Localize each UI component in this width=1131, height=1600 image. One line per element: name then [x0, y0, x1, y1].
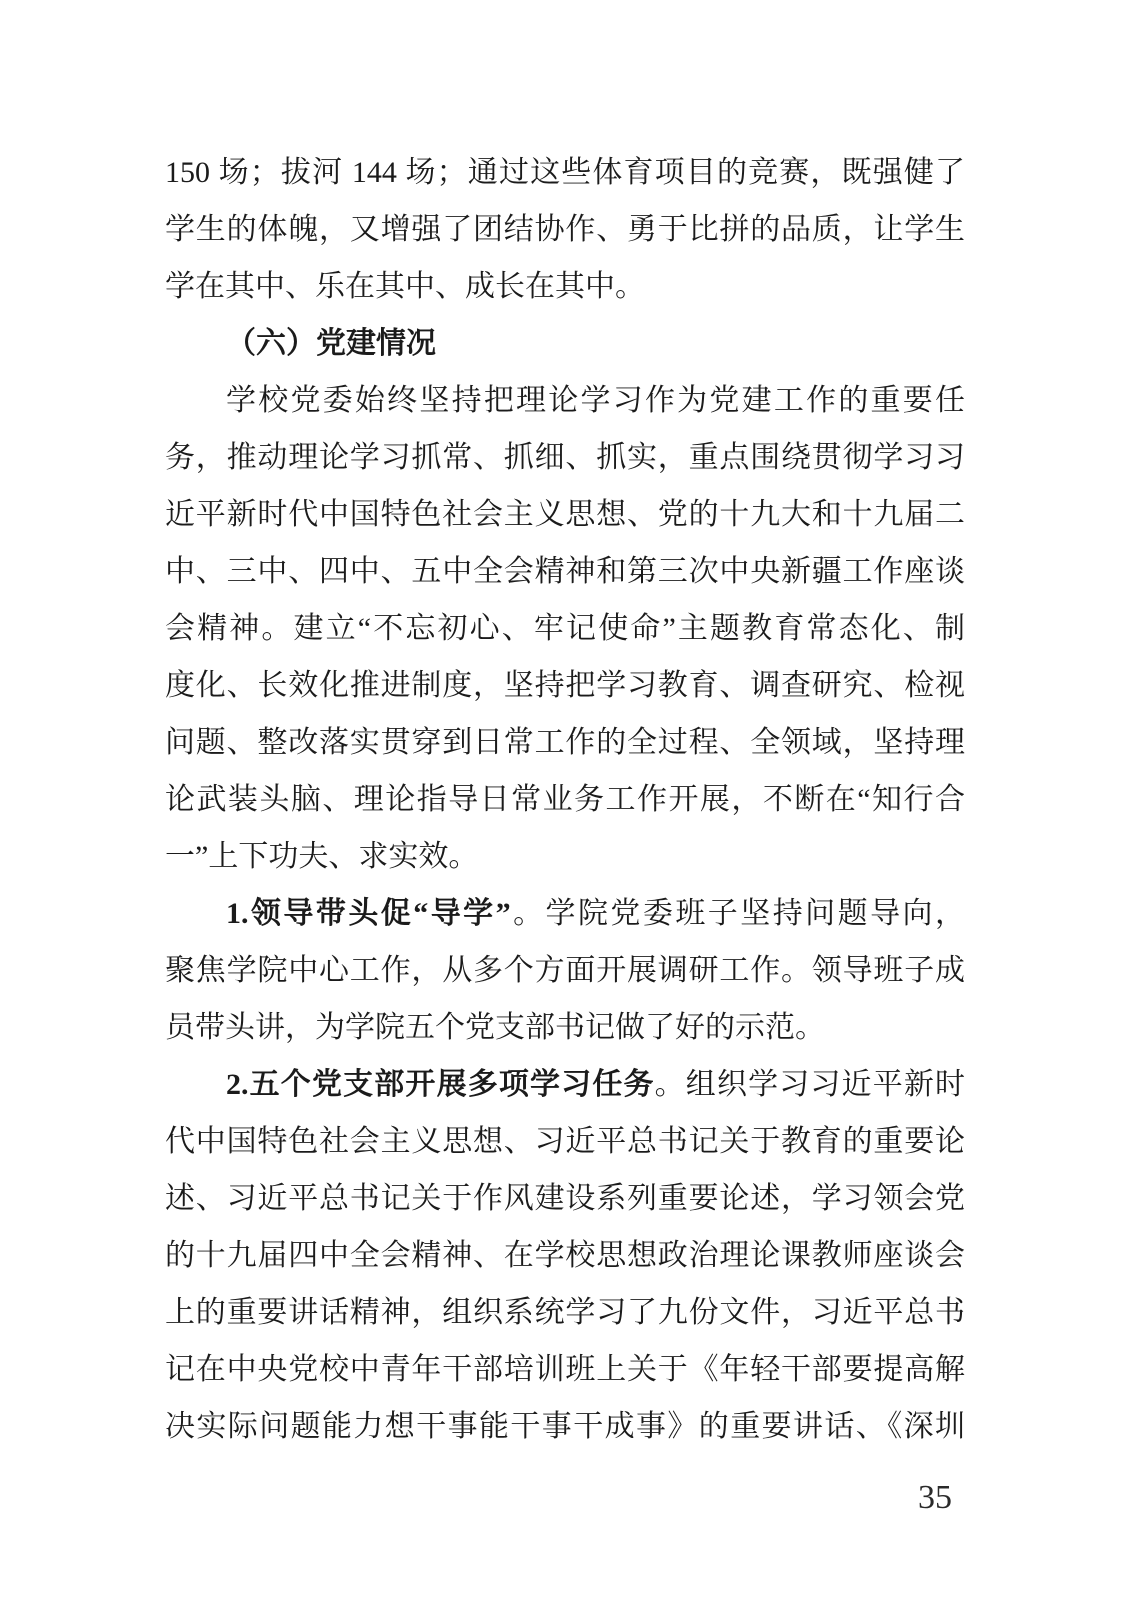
text-segment: 论武装头脑、理论指导日常业务工作开展，不断在“知行合 [165, 783, 965, 816]
text-line [165, 486, 965, 543]
text-line [165, 714, 965, 771]
text-body [165, 144, 965, 1455]
text-line [165, 1284, 965, 1341]
text-segment: 近平新时代中国特色社会主义思想、党的十九大和十九届二 [165, 498, 965, 531]
text-segment: 聚焦学院中心工作，从多个方面开展调研工作。领导班子成 [165, 954, 965, 987]
text-line [165, 1341, 965, 1398]
text-segment: 务，推动理论学习抓常、抓细、抓实，重点围绕贯彻学习习 [165, 441, 965, 474]
text-segment: 问题、整改落实贯穿到日常工作的全过程、全领域，坚持理 [165, 726, 965, 759]
text-segment: 中、三中、四中、五中全会精神和第三次中央新疆工作座谈 [165, 555, 965, 588]
text-line [165, 942, 965, 999]
text-line [165, 372, 965, 429]
text-line [165, 144, 965, 201]
text-line [165, 1113, 965, 1170]
text-line [165, 1170, 965, 1227]
text-segment: 决实际问题能力想干事能干事干成事》的重要讲话、《深圳 [165, 1410, 965, 1443]
text-segment: 度化、长效化推进制度，坚持把学习教育、调查研究、检视 [165, 669, 965, 702]
text-line [165, 999, 965, 1056]
text-line [165, 657, 965, 714]
bold-text-segment: 2.五个党支部开展多项学习任务 [226, 1068, 655, 1101]
text-segment: 员带头讲，为学院五个党支部书记做了好的示范。 [165, 1011, 825, 1044]
text-line [165, 1227, 965, 1284]
bold-text-segment: （六）党建情况 [226, 327, 436, 360]
text-segment: 学生的体魄，又增强了团结协作、勇于比拼的品质，让学生 [165, 213, 965, 246]
text-segment: 。组织学习习近平新时 [654, 1068, 966, 1101]
text-line [165, 429, 965, 486]
text-segment: 。学院党委班子坚持问题导向， [510, 897, 966, 930]
text-line [165, 543, 965, 600]
text-segment: 150 场；拔河 144 场；通过这些体育项目的竞赛，既强健了 [165, 156, 965, 189]
section-heading [165, 315, 965, 372]
page-number: 35 [918, 1479, 952, 1516]
text-segment: 一”上下功夫、求实效。 [165, 840, 479, 873]
text-segment: 上的重要讲话精神，组织系统学习了九份文件，习近平总书 [165, 1296, 965, 1329]
text-segment: 记在中央党校中青年干部培训班上关于《年轻干部要提高解 [165, 1353, 965, 1386]
text-segment: 述、习近平总书记关于作风建设系列重要论述，学习领会党 [165, 1182, 965, 1215]
text-line [165, 258, 965, 315]
text-segment: 学校党委始终坚持把理论学习作为党建工作的重要任 [226, 384, 965, 417]
text-line [165, 885, 965, 942]
text-line [165, 828, 965, 885]
text-line [165, 600, 965, 657]
text-line [165, 1398, 965, 1455]
text-segment: 的十九届四中全会精神、在学校思想政治理论课教师座谈会 [165, 1239, 965, 1272]
text-segment: 学在其中、乐在其中、成长在其中。 [165, 270, 645, 303]
text-line [165, 771, 965, 828]
bold-text-segment: 1.领导带头促“导学” [226, 897, 511, 930]
text-segment: 会精神。建立“不忘初心、牢记使命”主题教育常态化、制 [165, 612, 965, 645]
text-line [165, 1056, 965, 1113]
text-segment: 代中国特色社会主义思想、习近平总书记关于教育的重要论 [165, 1125, 965, 1158]
text-line [165, 201, 965, 258]
